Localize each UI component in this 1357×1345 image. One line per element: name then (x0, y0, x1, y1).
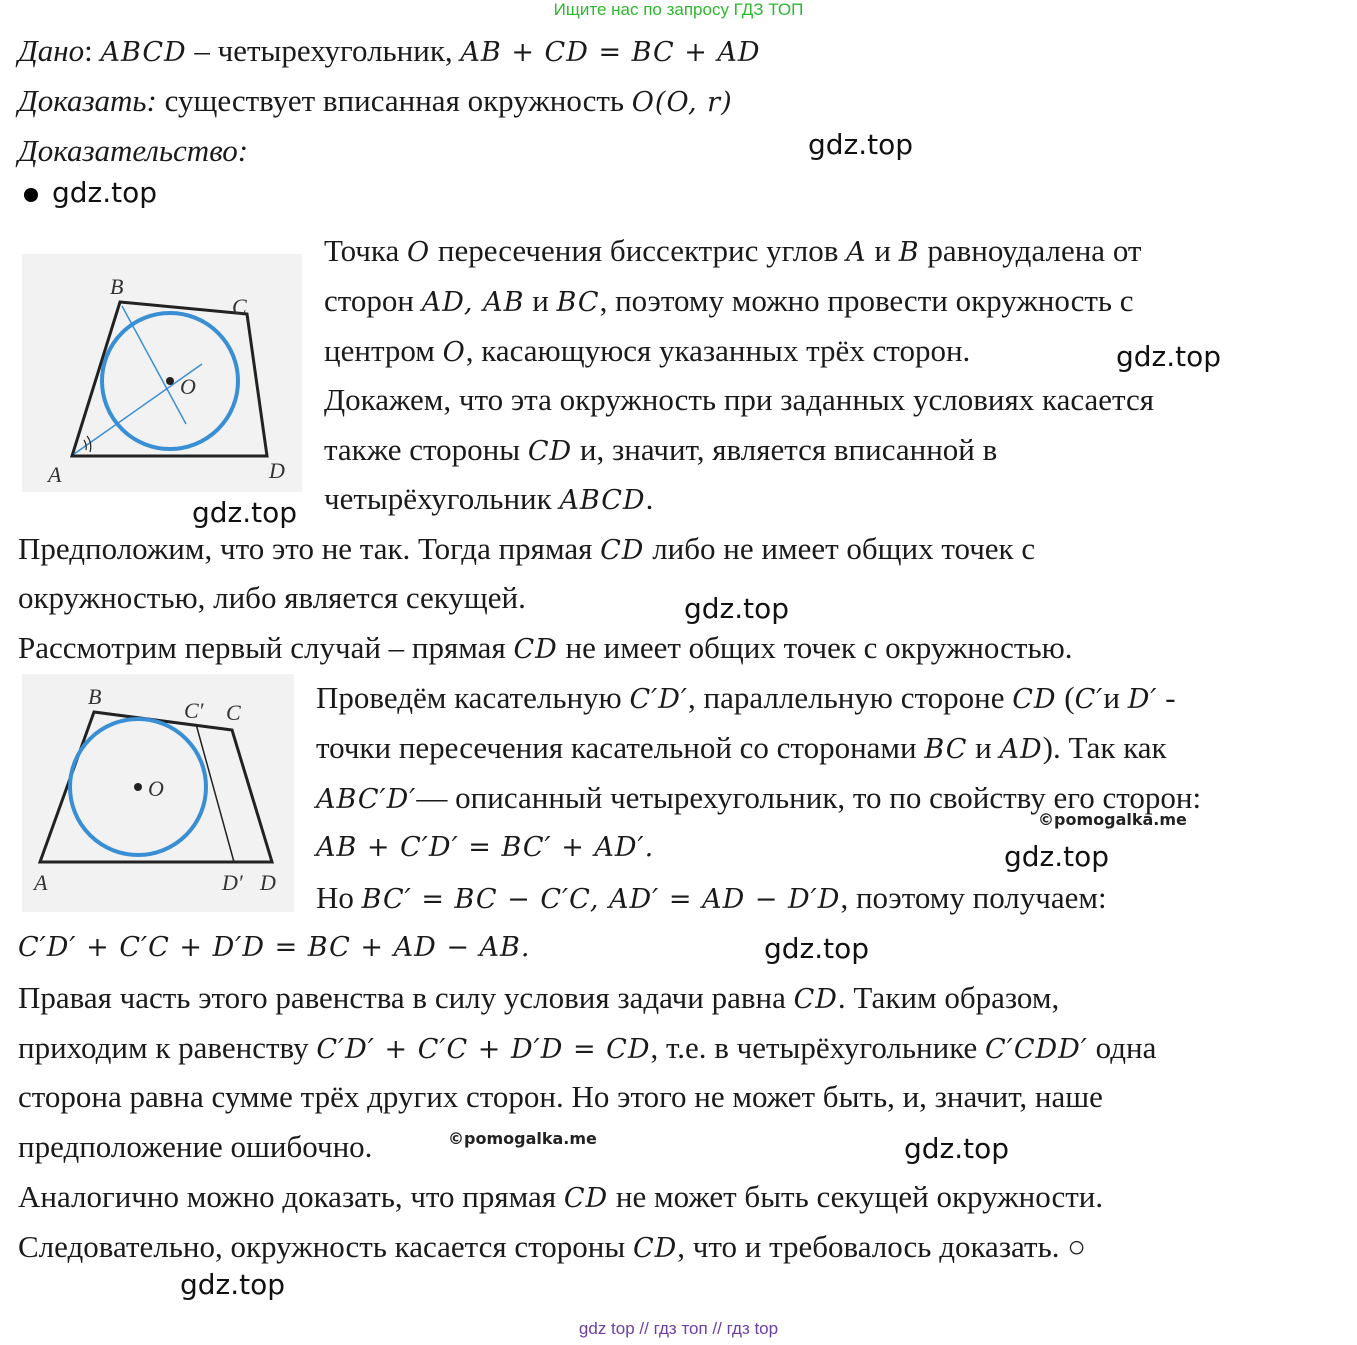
watermark: gdz.top (180, 1268, 286, 1301)
conclusion-line-3: сторона равна сумме трёх других сторон. Но этого не может быть, и, значит, наше (18, 1079, 1103, 1114)
math: CD (1012, 684, 1057, 715)
given-line (18, 31, 761, 73)
text: приходим к равенству (18, 1030, 317, 1065)
math: C′D′ (629, 684, 689, 715)
math: C′ (1074, 684, 1104, 715)
text: Докажем, что эта окружность при заданных условиях касается (324, 382, 1154, 417)
center-point (166, 377, 174, 385)
proof-line (324, 331, 970, 373)
given-label: Дано (18, 33, 85, 68)
footer-links[interactable]: gdz top // гдз топ // гдз top (578, 1319, 779, 1338)
conclusion-line-4: предположение ошибочно. (18, 1129, 373, 1164)
tangent-line-2 (316, 728, 1167, 770)
qed-icon: ○ (1067, 1229, 1086, 1264)
text: ). Так как (1042, 730, 1167, 765)
text: , касающуюся указанных трёх сторон. (465, 333, 971, 368)
text: Проведём касательную (316, 680, 630, 715)
text: точки пересечения касательной со сторонами (316, 730, 925, 765)
equation-tangential: AB + C′D′ = BC′ + AD′. (316, 832, 655, 863)
text: не имеет общих точек с окружностью. (557, 630, 1073, 665)
math: BC (556, 287, 600, 318)
copyright-mark: ©pomogalka.me (1038, 810, 1187, 829)
watermark: gdz.top (52, 176, 158, 209)
proof-line (324, 430, 997, 472)
text: сторон (324, 283, 422, 318)
text: центром (324, 333, 443, 368)
text: Следовательно, окружность касается стороны (18, 1229, 633, 1264)
conclusion-line-6 (18, 1227, 1086, 1269)
label-o: O (180, 374, 196, 399)
prove-circle: O(O, r) (631, 87, 733, 118)
math: C′CDD′ (985, 1034, 1088, 1065)
proof-line (324, 231, 1141, 273)
proof-line (324, 380, 1154, 420)
watermark: gdz.top (1004, 840, 1110, 873)
tangent-c1d1 (196, 724, 234, 862)
text: , параллельную стороне (688, 680, 1013, 715)
text: Точка (324, 233, 407, 268)
text: Правая часть этого равенства в силу условия задачи равна (18, 980, 794, 1015)
math: BC′ = BC − C′C, AD′ = AD − D′D (361, 884, 841, 915)
text: либо не имеет общих точек с (644, 531, 1036, 566)
tangent-line-5 (316, 878, 1107, 920)
label-c: C (226, 700, 241, 725)
proof-line (324, 281, 1134, 323)
label-d-prime: D′ (222, 870, 243, 895)
equation-sum: C′D′ + C′C + D′D = BC + AD − AB. (18, 932, 531, 963)
math: CD (563, 1183, 609, 1214)
text: - (1157, 680, 1176, 715)
text: не может быть секущей окружности. (608, 1179, 1104, 1214)
math: O (442, 337, 466, 368)
text: , т.е. в четырёхугольнике (650, 1030, 986, 1065)
text: четырёхугольник (324, 481, 560, 516)
figure-tangent-line (22, 674, 294, 912)
text: Аналогично можно доказать, что прямая (18, 1179, 564, 1214)
case-line (18, 628, 1073, 670)
math: CD (632, 1233, 678, 1264)
math: AD, AB (421, 287, 525, 318)
prove-text: существует вписанная окружность (156, 83, 632, 118)
angle-mark-a (84, 440, 86, 450)
given-quad: ABCD (100, 37, 187, 68)
label-d: D (260, 870, 276, 895)
label-b: B (88, 684, 102, 709)
text: и (967, 730, 1000, 765)
text: равноудалена от (919, 233, 1142, 268)
watermark: gdz.top (764, 932, 870, 965)
math: CD (527, 436, 573, 467)
top-search-link[interactable]: Ищите нас по запросу ГДЗ ТОП (553, 0, 804, 19)
text: также стороны (324, 432, 528, 467)
watermark: gdz.top (192, 496, 298, 529)
given-desc: – четырехугольник, (186, 33, 461, 68)
assumption-line-1 (18, 529, 1035, 571)
copyright-mark: ©pomogalka.me (448, 1129, 597, 1148)
math: O (407, 237, 431, 268)
text: Рассмотрим первый случай – прямая (18, 630, 514, 665)
conclusion-line-1 (18, 978, 1059, 1020)
figure-inscribed-circle (22, 254, 302, 492)
math: A (846, 237, 867, 268)
math: ABCD (559, 485, 646, 516)
math: D′ (1127, 684, 1158, 715)
math: C′D′ + C′C + D′D = CD (316, 1034, 651, 1065)
label-a: A (48, 462, 62, 487)
text: и (866, 233, 899, 268)
text: , поэтому получаем: (840, 880, 1107, 915)
conclusion-line-2 (18, 1028, 1156, 1070)
math: AD (999, 734, 1043, 765)
proof-label: Доказательство: (18, 133, 249, 168)
text: ( (1056, 680, 1075, 715)
text: и, значит, является вписанной в (572, 432, 998, 467)
tangent-line-1 (316, 678, 1176, 720)
bullet-icon (24, 188, 38, 202)
label-a: A (34, 870, 48, 895)
text: Предположим, что это не так. Тогда прямая (18, 531, 601, 566)
text: и (524, 283, 557, 318)
text: , что и требовалось доказать. (677, 1229, 1068, 1264)
text: Но (316, 880, 362, 915)
label-o: O (148, 776, 164, 801)
math: CD (793, 984, 838, 1015)
prove-label: Доказать: (18, 83, 157, 118)
assumption-line-2: окружностью, либо является секущей. (18, 580, 526, 615)
watermark: gdz.top (1116, 340, 1222, 373)
conclusion-line-5 (18, 1177, 1103, 1219)
math: CD (513, 634, 558, 665)
text: и (1103, 680, 1128, 715)
text: . (645, 481, 654, 516)
math: BC (924, 734, 968, 765)
math: B (898, 237, 920, 268)
watermark: gdz.top (808, 128, 914, 161)
label-d: D (269, 458, 285, 483)
text: пересечения биссектрис углов (430, 233, 847, 268)
figure2-svg (22, 674, 294, 912)
text: одна (1087, 1030, 1157, 1065)
label-b: B (110, 274, 124, 299)
bisector-b (122, 306, 186, 424)
figure1-svg (22, 254, 302, 492)
text: . Таким образом, (837, 980, 1060, 1015)
center-point (134, 783, 142, 791)
math: CD (600, 535, 645, 566)
prove-line (18, 81, 733, 123)
label-c-prime: C′ (184, 698, 204, 723)
watermark: gdz.top (684, 592, 790, 625)
math: ABC′D′ (316, 784, 417, 815)
text: , поэтому можно провести окружность с (599, 283, 1134, 318)
label-c: C (232, 294, 247, 319)
proof-line (324, 479, 653, 521)
given-equation: AB + CD = BC + AD (460, 37, 761, 68)
watermark: gdz.top (904, 1132, 1010, 1165)
given-sep: : (84, 33, 93, 68)
text: — описанный четырехугольник, то по свойству его сторон: (416, 780, 1202, 815)
